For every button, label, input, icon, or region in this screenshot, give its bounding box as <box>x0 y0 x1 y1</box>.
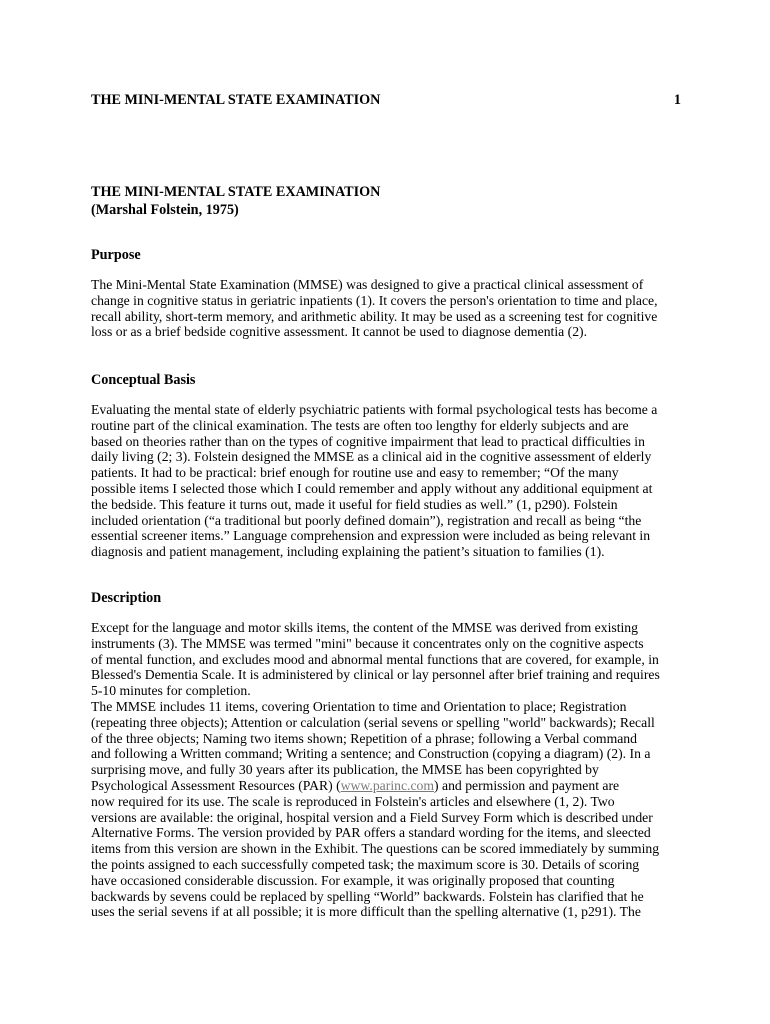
text-line: diagnosis and patient management, including explaining the patient’s situation to families (1). <box>91 544 605 560</box>
text-line: backwards by sevens could be replaced by spelling “World” backwards. Folstein has clarified that he <box>91 888 644 904</box>
text-line: versions are available: the original, hospital version and a Field Survey Form which is described under <box>91 809 653 825</box>
text-line: The MMSE includes 11 items, covering Orientation to time and Orientation to place; Registration <box>91 698 627 714</box>
text-line: Alternative Forms. The version provided by PAR offers a standard wording for the items, and sleected <box>91 825 651 841</box>
text-line: surprising move, and fully 30 years after its publication, the MMSE has been copyrighted by <box>91 762 599 778</box>
document-title <box>91 183 380 219</box>
section-heading-description: Description <box>91 590 162 606</box>
text-line: of the three objects; Naming two items shown; Repetition of a phrase; following a Verbal command <box>91 730 637 746</box>
text-line: and following a Written command; Writing a sentence; and Construction (copying a diagram) (2). In a <box>91 746 651 762</box>
text-line: change in cognitive status in geriatric inpatients (1). It covers the person's orientation to time and place, <box>91 292 658 308</box>
text-line: have occasioned considerable discussion. For example, it was originally proposed that counting <box>91 872 615 888</box>
text-line: items from this version are shown in the Exhibit. The questions can be scored immediately by summing <box>91 841 660 857</box>
text-line: patients. It had to be practical: brief enough for routine use and easy to remember; “Of the many <box>91 465 619 481</box>
text-line: essential screener items.” Language comprehension and expression were included as being relevant in <box>91 528 651 544</box>
text-line: The Mini-Mental State Examination (MMSE) was designed to give a practical clinical assessment of <box>91 277 644 292</box>
parinc-link[interactable]: www.parinc.com <box>340 777 435 793</box>
text-line: possible items I selected those which I could remember and apply without any additional equipment at <box>91 480 653 496</box>
running-header <box>91 91 681 109</box>
text-line: based on theories rather than on the types of cognitive impairment that lead to practical difficulties in <box>91 433 645 449</box>
document-title-line: THE MINI-MENTAL STATE EXAMINATION <box>91 184 381 200</box>
page-number: 1 <box>673 92 681 108</box>
text-line: now required for its use. The scale is reproduced in Folstein's articles and elsewhere (1, 2). Two <box>91 793 615 809</box>
text-line: the points assigned to each successfully competed task; the maximum score is 30. Details of scoring <box>91 856 640 872</box>
text-line: included orientation (“a traditional but poorly defined domain”), registration and recall as being “the <box>91 512 642 528</box>
purpose-paragraph <box>91 277 658 340</box>
text-line: routine part of the clinical examination. The tests are often too lengthy for elderly subjects and are <box>91 417 629 433</box>
link-prefix-text: Psychological Assessment Resources (PAR) ( <box>91 777 341 793</box>
text-line: recall ability, short-term memory, and arithmetic ability. It may be used as a screening test for cognitive <box>91 308 658 324</box>
text-line: of mental function, and excludes mood and abnormal mental functions that are covered, for example, in <box>91 651 659 667</box>
conceptual-basis-paragraph <box>91 402 657 560</box>
text-line: Evaluating the mental state of elderly psychiatric patients with formal psychological tests has become a <box>91 402 658 417</box>
text-line: (repeating three objects); Attention or calculation (serial sevens or spelling "world" backwards); Recall <box>91 714 655 730</box>
text-line: instruments (3). The MMSE was termed "mini" because it concentrates only on the cognitive aspects <box>91 635 644 651</box>
running-header-title: THE MINI-MENTAL STATE EXAMINATION <box>91 92 381 108</box>
link-suffix-text: ) and permission and payment are <box>434 777 620 793</box>
description-paragraph <box>91 620 660 920</box>
text-line: 5-10 minutes for completion. <box>91 683 251 699</box>
text-line: daily living (2; 3). Folstein designed the MMSE as a clinical aid in the cognitive assessment of elderly <box>91 449 652 465</box>
text-line-with-link <box>91 778 660 794</box>
section-heading-conceptual-basis: Conceptual Basis <box>91 372 196 388</box>
text-line: Except for the language and motor skills items, the content of the MMSE was derived from existing <box>91 620 638 635</box>
text-line: loss or as a brief bedside cognitive assessment. It cannot be used to diagnose dementia (2). <box>91 324 588 340</box>
text-line: the bedside. This feature it turns out, made it useful for field studies as well.” (1, p290). Folstein <box>91 496 618 512</box>
document-subtitle: (Marshal Folstein, 1975) <box>91 202 239 218</box>
text-line: uses the serial sevens if at all possible; it is more difficult than the spelling alternative (1, p291). The <box>91 904 641 920</box>
text-line: Blessed's Dementia Scale. It is administered by clinical or lay personnel after brief training and requires <box>91 667 660 683</box>
section-heading-purpose: Purpose <box>91 247 141 263</box>
